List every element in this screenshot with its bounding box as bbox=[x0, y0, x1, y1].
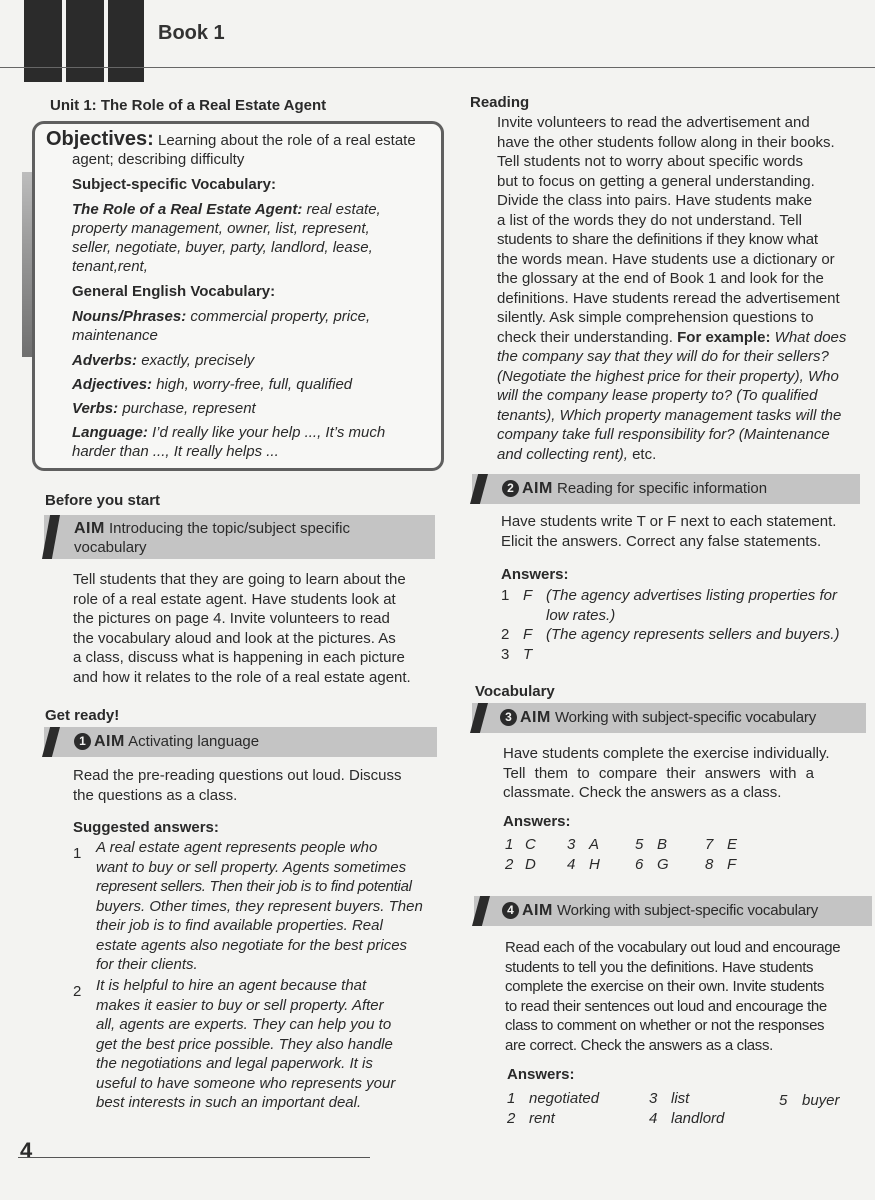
body-line bbox=[497, 445, 867, 465]
body-line: class to comment on whether or not the responses bbox=[505, 1017, 825, 1034]
answer-line: makes it easier to buy or sell property. After bbox=[96, 996, 384, 1014]
reading-heading: Reading bbox=[470, 94, 530, 111]
before-you-start-body bbox=[73, 570, 443, 687]
aim-text: Activating language bbox=[128, 733, 260, 750]
objectives-content bbox=[46, 130, 438, 461]
answers-heading: Answers: bbox=[507, 1066, 575, 1083]
body-line: and how it relates to the role of a real estate agent. bbox=[73, 668, 411, 686]
aim-text: Introducing the topic/subject specific bbox=[109, 520, 350, 537]
body-line: but to focus on getting a general understanding. bbox=[497, 172, 815, 190]
aim-bar-section-1 bbox=[44, 727, 437, 757]
aim-slash-decoration bbox=[42, 515, 60, 559]
role-label: The Role of a Real Estate Agent: bbox=[72, 201, 303, 218]
aim-bar-section-3 bbox=[472, 703, 866, 733]
unit-title: Unit 1: The Role of a Real Estate Agent bbox=[50, 97, 327, 114]
objectives-text: Learning about the role of a real estate bbox=[158, 132, 416, 149]
book-title: Book 1 bbox=[158, 22, 225, 44]
answer-number: 7 bbox=[705, 836, 714, 853]
aim-slash-decoration bbox=[470, 474, 488, 504]
aim-text: Working with subject-specific vocabulary bbox=[555, 709, 816, 726]
answer-value: F bbox=[523, 587, 533, 604]
body-line: students to share the definitions if they know what bbox=[497, 231, 818, 248]
answer-number: 6 bbox=[635, 856, 644, 873]
nouns-label: Nouns/Phrases: bbox=[72, 308, 187, 325]
line-italic: What does bbox=[774, 328, 847, 346]
answer-value: G bbox=[657, 856, 669, 873]
section-number-badge: 1 bbox=[74, 733, 91, 750]
role-words-3: seller, negotiate, buyer, party, landlord, lease, bbox=[72, 239, 373, 256]
before-you-start-heading: Before you start bbox=[45, 492, 161, 509]
body-line: have the other students follow along in their books. bbox=[497, 133, 835, 151]
section-number-badge: 4 bbox=[502, 902, 519, 919]
section-3-body bbox=[503, 744, 871, 803]
answer-value: rent bbox=[529, 1110, 555, 1127]
body-line: tenants), Which property management tasks will the bbox=[497, 406, 842, 424]
body-line: company take full responsibility for? (Maintenance bbox=[497, 426, 830, 443]
nouns-words-1: commercial property, price, bbox=[190, 308, 371, 325]
answers-heading: Answers: bbox=[501, 566, 569, 583]
role-words-4: tenant,rent, bbox=[72, 258, 148, 275]
body-line: role of a real estate agent. Have students look at bbox=[73, 590, 396, 608]
adjectives-words: high, worry-free, full, qualified bbox=[156, 376, 353, 393]
answer-line: their job is to find available properties. Real bbox=[96, 917, 383, 934]
answer-number: 5 bbox=[635, 836, 644, 853]
answer-value: D bbox=[525, 856, 536, 873]
get-ready-heading: Get ready! bbox=[45, 707, 120, 724]
body-line: the questions as a class. bbox=[73, 786, 238, 804]
objectives-text-2: agent; describing difficulty bbox=[72, 151, 245, 168]
page-number: 4 bbox=[20, 1138, 33, 1163]
suggested-answer-1 bbox=[96, 838, 446, 975]
answer-value: buyer bbox=[802, 1092, 840, 1109]
body-line: classmate. Check the answers as a class. bbox=[503, 784, 782, 801]
answer-note: (The agency represents sellers and buyers.) bbox=[546, 626, 840, 643]
body-line: the words mean. Have students use a dictionary or bbox=[497, 250, 835, 268]
body-line: complete the exercise on their own. Invite students bbox=[505, 978, 824, 995]
subject-vocab-heading: Subject-specific Vocabulary: bbox=[72, 176, 276, 193]
section-number-badge: 2 bbox=[502, 480, 519, 497]
suggested-answer-2 bbox=[96, 976, 446, 1113]
header-bar-1 bbox=[24, 0, 62, 82]
answer-line: A real estate agent represents people who bbox=[96, 839, 378, 856]
answer-line: best interests in such an important deal. bbox=[96, 1094, 362, 1111]
get-ready-body bbox=[73, 766, 443, 805]
answer-number: 4 bbox=[649, 1110, 658, 1127]
aim-label: AIM bbox=[520, 709, 551, 726]
body-line: a list of the words they do not understand. Tell bbox=[497, 211, 802, 229]
answer-value: A bbox=[589, 836, 600, 853]
line-start: check their understanding. bbox=[497, 328, 673, 346]
answer-value: E bbox=[727, 836, 738, 853]
answer-line: buyers. Other times, they represent buyers. Then bbox=[96, 897, 423, 915]
suggested-answers-heading: Suggested answers: bbox=[73, 819, 219, 836]
language-2: harder than ..., It really helps ... bbox=[72, 443, 279, 460]
answer-value: list bbox=[671, 1090, 690, 1107]
answer-value: T bbox=[523, 646, 533, 663]
answer-line: get the best price possible. They also handle bbox=[96, 1035, 393, 1053]
body-line: the pictures on page 4. Invite volunteers to read bbox=[73, 610, 390, 627]
aim-bar-before-you-start bbox=[44, 515, 435, 559]
answer-number: 2 bbox=[507, 1110, 516, 1127]
answer-number: 3 bbox=[567, 836, 576, 853]
reading-body bbox=[497, 113, 867, 464]
body-line: will the company lease property to? (To qualified bbox=[497, 387, 818, 404]
objectives-label: Objectives: bbox=[46, 128, 154, 150]
answer-line: estate agents also negotiate for the best prices bbox=[96, 936, 408, 954]
aim-bar-section-2 bbox=[472, 474, 860, 504]
aim-bar-section-4 bbox=[474, 896, 872, 926]
answer-number: 5 bbox=[779, 1092, 788, 1109]
body-line: the vocabulary aloud and look at the pictures. As bbox=[73, 629, 396, 647]
body-line bbox=[497, 328, 867, 348]
adverbs-words: exactly, precisely bbox=[141, 352, 255, 369]
body-line: Have students write T or F next to each statement. bbox=[501, 513, 837, 530]
body-line: the glossary at the end of Book 1 and look for the bbox=[497, 270, 824, 287]
body-line: to read their sentences out loud and encourage the bbox=[505, 997, 827, 1015]
aim-label: AIM bbox=[74, 520, 105, 537]
body-line: Read the pre-reading questions out loud. Discuss bbox=[73, 767, 402, 784]
answer-line: the negotiations and legal paperwork. It is bbox=[96, 1055, 373, 1072]
answer-number: 3 bbox=[649, 1090, 658, 1107]
answer-line: represent sellers. Then their job is to find potential bbox=[96, 878, 412, 895]
for-example-label: For example: bbox=[677, 328, 771, 346]
footer-rule bbox=[18, 1157, 370, 1158]
body-line: (Negotiate the highest price for their property), Who bbox=[497, 367, 839, 385]
role-words-2: property management, owner, list, represent, bbox=[72, 220, 370, 237]
body-line: definitions. Have students reread the advertisement bbox=[497, 289, 840, 307]
section-number-badge: 3 bbox=[500, 709, 517, 726]
answer-value: C bbox=[525, 836, 536, 853]
answer-number: 1 bbox=[505, 836, 514, 853]
answer-line: all, agents are experts. They can help you to bbox=[96, 1016, 392, 1033]
answer-value: negotiated bbox=[529, 1090, 600, 1107]
answer-value: H bbox=[589, 856, 600, 873]
header-bar-2 bbox=[66, 0, 104, 82]
answer-line: for their clients. bbox=[96, 956, 198, 973]
line-italic: and collecting rent), bbox=[497, 445, 628, 463]
verbs-label: Verbs: bbox=[72, 400, 119, 417]
aim-slash-decoration bbox=[470, 703, 488, 733]
role-words-1: real estate, bbox=[306, 201, 381, 218]
body-line: Tell students not to worry about specific words bbox=[497, 153, 803, 170]
section-2-body bbox=[501, 512, 873, 551]
aim-label: AIM bbox=[522, 902, 553, 919]
body-line: Read each of the vocabulary out loud and encourage bbox=[505, 939, 841, 956]
body-line: Divide the class into pairs. Have students make bbox=[497, 192, 813, 209]
answer-number: 2 bbox=[73, 983, 82, 1000]
answer-number: 8 bbox=[705, 856, 714, 873]
adverbs-label: Adverbs: bbox=[72, 352, 138, 369]
answer-note: low rates.) bbox=[546, 607, 616, 624]
header-bar-3 bbox=[108, 0, 144, 82]
answer-value: landlord bbox=[671, 1110, 725, 1127]
body-line: a class, discuss what is happening in each picture bbox=[73, 649, 405, 666]
language-label: Language: bbox=[72, 424, 148, 441]
answer-grid bbox=[507, 1089, 847, 1129]
answer-number: 2 bbox=[505, 856, 514, 873]
answer-number: 3 bbox=[501, 646, 510, 663]
body-line: Have students complete the exercise individually. bbox=[503, 745, 830, 762]
aim-text: Working with subject-specific vocabulary bbox=[557, 902, 818, 919]
body-line: Invite volunteers to read the advertisement and bbox=[497, 114, 810, 131]
section-4-body bbox=[505, 938, 875, 1055]
vocabulary-heading: Vocabulary bbox=[475, 683, 555, 700]
body-line: are correct. Check the answers as a class. bbox=[505, 1036, 773, 1054]
answer-number: 4 bbox=[567, 856, 576, 873]
general-vocab-heading: General English Vocabulary: bbox=[72, 283, 276, 300]
answer-number: 2 bbox=[501, 626, 510, 643]
etc-text: etc. bbox=[632, 445, 657, 463]
answer-number: 1 bbox=[507, 1090, 516, 1107]
language-1: I’d really like your help ..., It’s much bbox=[152, 424, 386, 441]
aim-label: AIM bbox=[94, 733, 125, 750]
answer-value: B bbox=[657, 836, 668, 853]
answer-value: F bbox=[727, 856, 737, 873]
answer-grid bbox=[505, 835, 785, 875]
verbs-words: purchase, represent bbox=[122, 400, 256, 417]
body-line: silently. Ask simple comprehension questions to bbox=[497, 309, 814, 326]
answer-value: F bbox=[523, 626, 533, 643]
adjectives-label: Adjectives: bbox=[72, 376, 153, 393]
answer-line: It is helpful to hire an agent because that bbox=[96, 977, 367, 994]
aim-text-2: vocabulary bbox=[74, 539, 147, 556]
body-line: Elicit the answers. Correct any false statements. bbox=[501, 532, 822, 550]
aim-slash-decoration bbox=[42, 727, 60, 757]
answer-line: want to buy or sell property. Agents sometimes bbox=[96, 858, 407, 876]
header-rule bbox=[0, 67, 875, 68]
body-line: the company say that they will do for their sellers? bbox=[497, 348, 829, 365]
aim-label: AIM bbox=[522, 480, 553, 497]
aim-text: Reading for specific information bbox=[557, 480, 768, 497]
body-line: students to tell you the definitions. Have students bbox=[505, 958, 814, 976]
nouns-words-2: maintenance bbox=[72, 327, 158, 344]
answer-note: (The agency advertises listing properties for bbox=[546, 587, 837, 604]
answer-number: 1 bbox=[73, 845, 82, 862]
answers-heading: Answers: bbox=[503, 813, 571, 830]
body-line: Tell them to compare their answers with a bbox=[503, 764, 814, 782]
body-line: Tell students that they are going to learn about the bbox=[73, 571, 406, 588]
answer-number: 1 bbox=[501, 587, 510, 604]
answer-line: useful to have someone who represents your bbox=[96, 1074, 396, 1092]
aim-slash-decoration bbox=[472, 896, 490, 926]
